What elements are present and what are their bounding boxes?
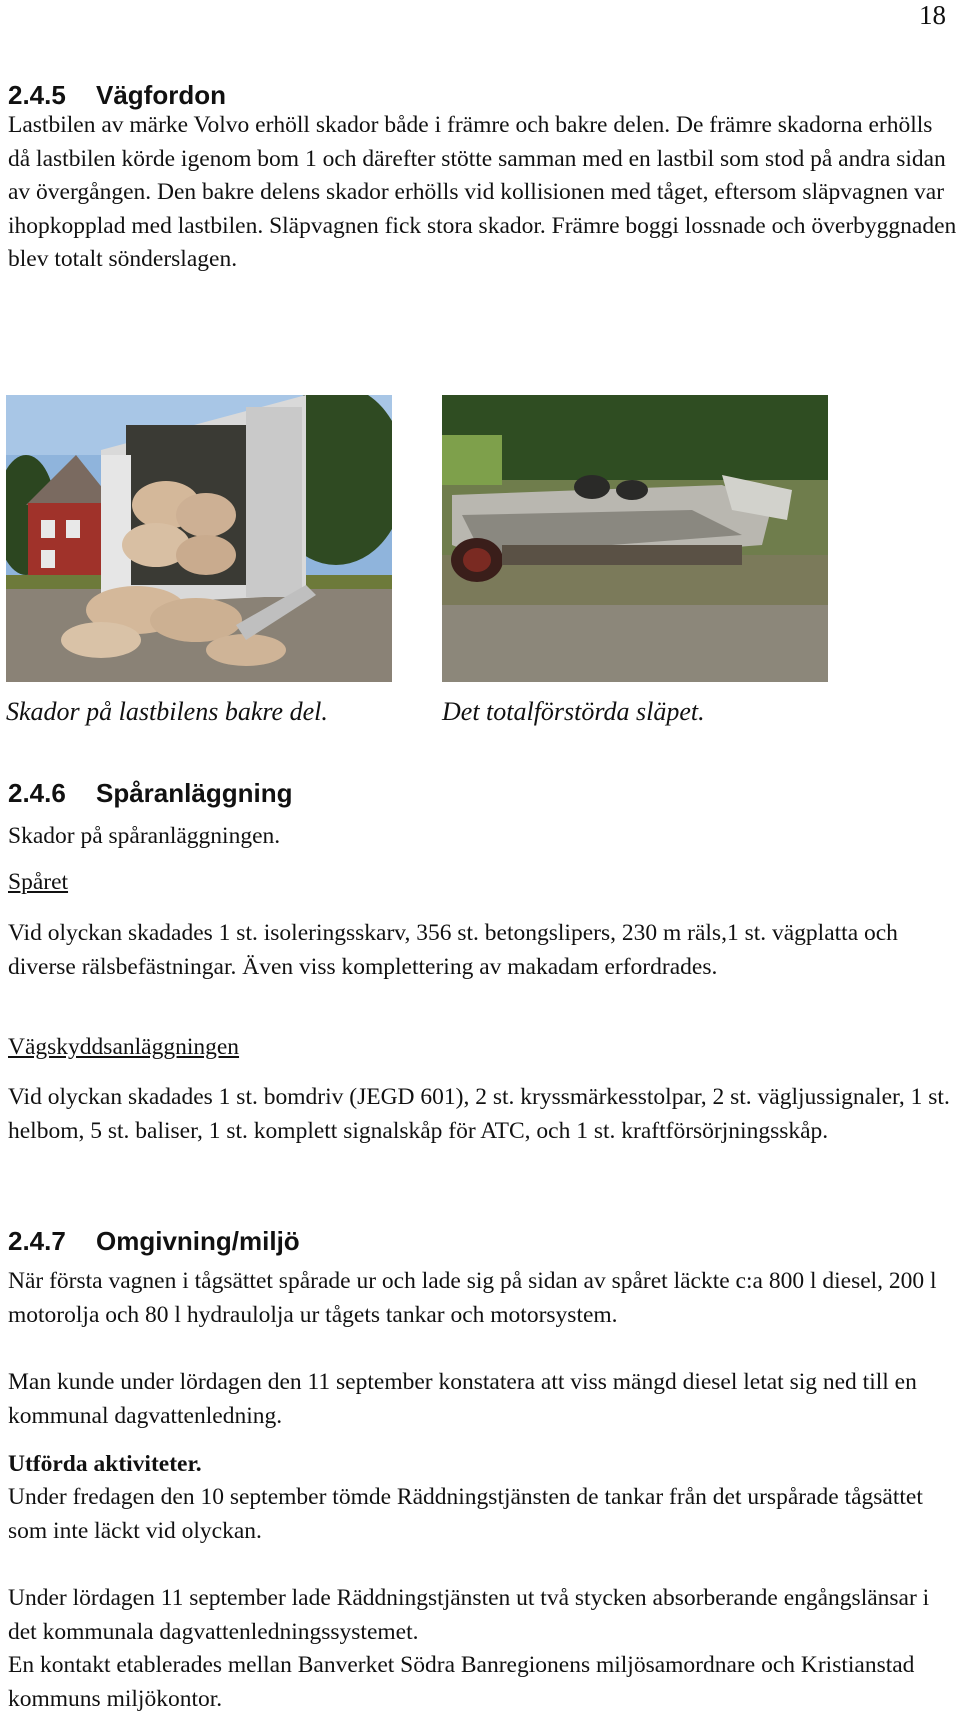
- section-246-intro: Skador på spåranläggningen.: [8, 823, 281, 849]
- environment-paragraph-2: Man kunde under lördagen den 11 september konstatera att viss mängd diesel letat sig ned till en kommunal dagvattenledning.: [8, 1369, 917, 1429]
- section-heading-246: [8, 778, 292, 809]
- truck-rear-damage-image: [6, 395, 392, 682]
- photo-caption-left: Skador på lastbilens bakre del.: [6, 697, 328, 726]
- section-title: Vägfordon: [96, 80, 226, 110]
- subheading-track: Spåret: [8, 869, 69, 895]
- activities-heading: Utförda aktiviteter.: [8, 1451, 202, 1477]
- section-number: 2.4.7: [8, 1226, 66, 1256]
- track-damage-paragraph: Vid olyckan skadades 1 st. isoleringsskarv, 356 st. betongslipers, 230 m räls,1 st. vägplatta och diverse rälsbefästningar. Även viss komplettering av makadam erfordrades.: [8, 920, 898, 980]
- section-number: 2.4.5: [8, 80, 66, 110]
- photo-caption-right: Det totalförstörda släpet.: [442, 697, 705, 726]
- section-heading-245: [8, 80, 226, 111]
- section-heading-247: [8, 1226, 300, 1257]
- destroyed-trailer-image: [442, 395, 828, 682]
- activities-paragraph-2: Under lördagen 11 september lade Räddningstjänsten ut två stycken absorberande engångslänsar i det kommunala dagvattenledningssystemet.: [8, 1585, 930, 1645]
- page-number: 18: [919, 0, 946, 30]
- activities-paragraph-1: Under fredagen den 10 september tömde Räddningstjänsten de tankar från det urspårade tågsättet som inte läckt vid olyckan.: [8, 1484, 923, 1544]
- road-protection-paragraph: Vid olyckan skadades 1 st. bomdriv (JEGD 601), 2 st. kryssmärkesstolpar, 2 st. vägljussignaler, 1 st. helbom, 5 st. baliser, 1 st. komplett signalskåp för ATC, och 1 st. kraftförsörjningsskåp.: [8, 1084, 950, 1144]
- subheading-road-protection: Vägskyddsanläggningen: [8, 1034, 240, 1060]
- section-245-paragraph: Lastbilen av märke Volvo erhöll skador både i främre och bakre delen. De främre skadorna erhölls då lastbilen körde igenom bom 1 och därefter stötte samman med en lastbil som stod på andra sidan av övergången. Den bakre delens skador erhölls vid kollisionen med tåget, eftersom släpvagnen var ihopkopplad med lastbilen. Släpvagnen fick stora skador. Främre boggi lossnade och överbyggnaden blev totalt sönderslagen.: [8, 112, 957, 272]
- destroyed-trailer-photo: [442, 395, 828, 682]
- activities-paragraph-3: En kontakt etablerades mellan Banverket Södra Banregionens miljösamordnare och Kristianstad kommuns miljökontor.: [8, 1652, 915, 1712]
- section-title: Spåranläggning: [96, 778, 293, 808]
- environment-paragraph-1: När första vagnen i tågsättet spårade ur och lade sig på sidan av spåret läckte c:a 800 l diesel, 200 l motorolja och 80 l hydraulolja ur tågets tankar och motorsystem.: [8, 1268, 937, 1328]
- truck-rear-damage-photo: [6, 395, 392, 682]
- section-number: 2.4.6: [8, 778, 66, 808]
- section-title: Omgivning/miljö: [96, 1226, 300, 1256]
